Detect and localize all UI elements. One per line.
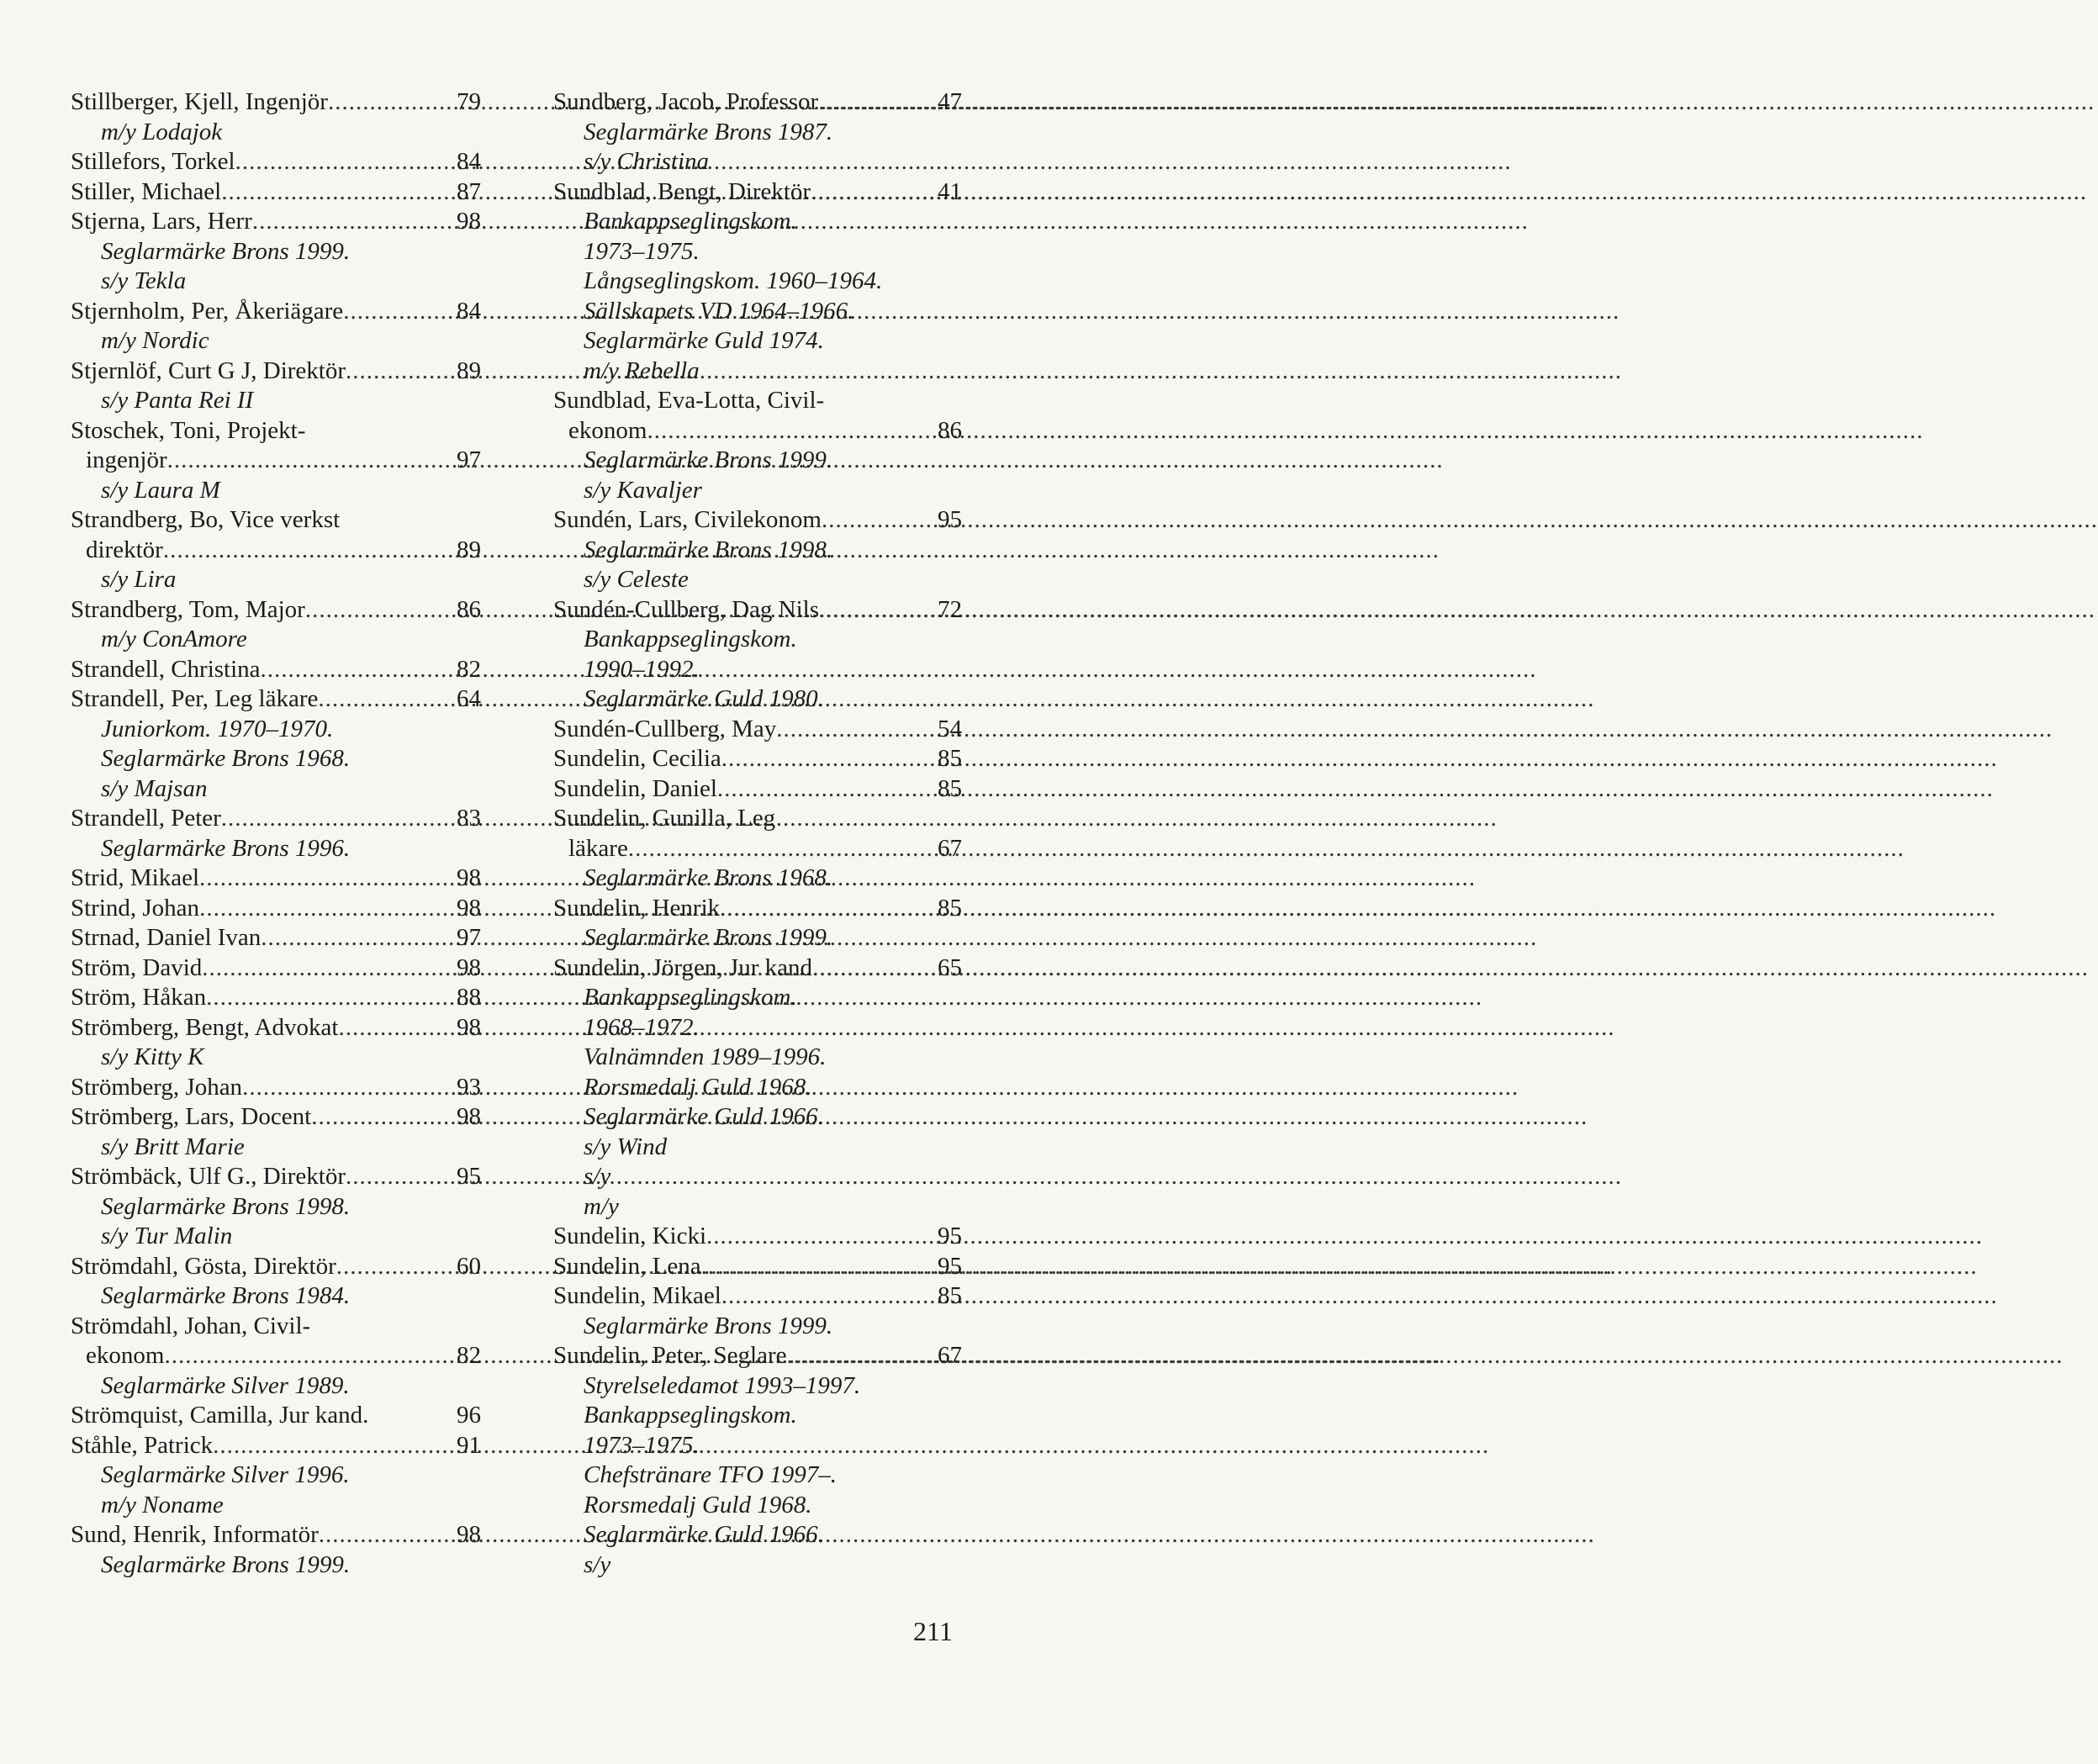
entry-page-number: 98: [457, 1521, 481, 1548]
entry-page-number: 82: [457, 1342, 481, 1369]
entry-page-number: 86: [457, 595, 481, 623]
dot-leader: [235, 147, 446, 177]
entry-note: Seglarmärke Brons 1998.: [584, 536, 833, 563]
entry-page-number: 98: [457, 1103, 481, 1130]
entry-name: Sundberg, Jacob, Professor: [553, 88, 819, 115]
entry-name: Strid, Mikael: [71, 864, 200, 891]
entry-note: m/y ConAmore: [101, 626, 247, 652]
entry-page-number: 41: [938, 177, 962, 205]
entry-name: Strömquist, Camilla, Jur kand.: [71, 1402, 369, 1429]
entry-name: Sundén, Lars, Civilekonom: [553, 506, 822, 533]
entry-name: Sundelin, Lena: [553, 1252, 701, 1280]
entry-note: Bankappseglingskom.: [584, 1402, 797, 1429]
entry-note: Seglarmärke Guld 1974.: [584, 327, 824, 354]
entry-note: Seglarmärke Brons 1999.: [584, 1312, 833, 1339]
dot-leader: [242, 1073, 446, 1103]
entry-note: s/y Panta Rei II: [101, 387, 254, 414]
entry-note: Rorsmedalj Guld 1968.: [584, 1491, 812, 1518]
index-entry: [71, 177, 481, 208]
entry-note: Bankappseglingskom.: [584, 984, 797, 1011]
entry-page-number: 98: [457, 894, 481, 922]
index-entry: [553, 774, 962, 805]
entry-name: Strandell, Per, Leg läkare: [71, 685, 319, 712]
dot-leader: [811, 177, 927, 208]
dot-leader: [721, 744, 927, 774]
dot-leader: [812, 953, 927, 984]
index-entry: [71, 207, 481, 237]
entry-note: Chefstränare TFO 1997–.: [584, 1461, 838, 1488]
dot-leader: [336, 1252, 446, 1282]
entry-page-number: 84: [457, 297, 481, 325]
index-entry: [553, 595, 962, 626]
index-entry: [71, 1162, 481, 1192]
entry-note: Seglarmärke Brons 1999.: [101, 1550, 351, 1578]
entry-note: Rorsmedalj Guld 1968.: [584, 1073, 812, 1101]
index-entry: [71, 1520, 481, 1550]
entry-page-number: 54: [938, 715, 962, 742]
index-entry: [71, 684, 481, 715]
index-entry: [553, 744, 962, 774]
index-entry: [553, 894, 962, 924]
entry-note: Seglarmärke Brons 1968.: [584, 864, 833, 891]
index-entry: [71, 1073, 481, 1103]
entry-note: s/y Celeste: [584, 566, 689, 593]
dot-leader: [199, 864, 446, 894]
entry-note: m/y Lodajok: [101, 118, 223, 145]
index-entry: [71, 655, 481, 685]
entry-name: Sundén-Cullberg, May: [553, 715, 777, 742]
page-number: 211: [913, 1616, 953, 1646]
entry-name: Strömbäck, Ulf G., Direktör: [71, 1163, 346, 1190]
index-entry: [553, 87, 962, 118]
entry-name: Strandberg, Tom, Major: [71, 595, 305, 623]
entry-note: Seglarmärke Guld 1966.: [584, 1521, 824, 1548]
entry-name: läkare: [568, 834, 628, 862]
entry-page-number: 95: [938, 1223, 962, 1249]
index-entry: [71, 356, 481, 387]
entry-page-number: 95: [457, 1163, 481, 1190]
dot-leader: [346, 1162, 446, 1192]
entry-note: s/y Kitty K: [101, 1043, 204, 1070]
entry-note: Seglarmärke Brons 1984.: [101, 1282, 351, 1309]
entry-note: s/y Christina: [584, 148, 710, 175]
dot-leader: [343, 297, 446, 327]
entry-name: Sundelin, Gunilla, Leg: [553, 805, 776, 832]
entry-note: 1973–1975.: [584, 1431, 700, 1459]
entry-page-number: 86: [938, 416, 962, 444]
entry-note: s/y Lira: [101, 566, 177, 593]
entry-name: Sundelin, Peter, Seglare: [553, 1342, 787, 1369]
entry-page-number: 60: [457, 1252, 481, 1280]
entry-continuation: [71, 1341, 481, 1371]
index-entry: [71, 804, 481, 834]
entry-note: Seglarmärke Silver 1989.: [101, 1371, 350, 1399]
entry-name: Sundén-Cullberg, Dag Nils: [553, 595, 820, 623]
entry-continuation: [553, 416, 962, 446]
dot-leader: [305, 595, 446, 626]
entry-note: s/y Wind: [584, 1133, 668, 1160]
entry-note: Seglarmärke Silver 1996.: [101, 1461, 350, 1488]
index-entry: [553, 177, 962, 208]
dot-leader: [252, 207, 446, 237]
entry-name: Strömberg, Lars, Docent: [71, 1103, 312, 1130]
entry-note: Seglarmärke Brons 1998.: [101, 1192, 351, 1220]
entry-name: Strömdahl, Gösta, Direktör: [71, 1252, 336, 1280]
entry-note: m/y Rebella: [584, 356, 700, 384]
index-entry: [71, 983, 481, 1013]
entry-name: Sundelin, Jörgen, Jur kand: [553, 953, 812, 981]
entry-note: Seglarmärke Guld 1980.: [584, 685, 824, 712]
entry-note: Långseglingskom. 1960–1964.: [584, 267, 883, 294]
index-column-right: [553, 87, 962, 1580]
index-entry: [71, 1431, 481, 1461]
index-entry: [553, 1252, 962, 1282]
entry-page-number: 64: [457, 685, 481, 712]
index-entry: [71, 1401, 481, 1431]
entry-name: Sund, Henrik, Informatör: [71, 1521, 319, 1548]
entry-name: Stillefors, Torkel: [71, 148, 235, 175]
entry-page-number: 89: [457, 536, 481, 563]
dot-leader: [338, 1013, 446, 1043]
entry-note: s/y: [584, 1550, 611, 1578]
index-entry: [71, 1102, 481, 1133]
index-entry: [71, 595, 481, 626]
entry-page-number: 67: [938, 1342, 962, 1369]
index-column-left: [71, 87, 481, 1580]
entry-page-number: 85: [938, 1282, 962, 1309]
entry-name: Strandberg, Bo, Vice verkst: [71, 506, 341, 533]
entry-page-number: 96: [457, 1402, 481, 1429]
dot-leader: [213, 1431, 446, 1461]
entry-note: s/y Tur Malin: [101, 1223, 233, 1249]
dot-leader: [164, 1341, 446, 1371]
entry-note: Styrelseledamot 1993–1997.: [584, 1371, 861, 1399]
dot-leader: [319, 1520, 446, 1550]
entry-note: s/y: [584, 1163, 611, 1190]
dot-leader: [202, 953, 446, 984]
entry-name: Ståhle, Patrick: [71, 1431, 214, 1459]
dot-leader: [199, 894, 446, 924]
entry-name: ekonom: [568, 416, 647, 444]
index-entry: [553, 715, 962, 745]
entry-note: s/y Laura M: [101, 476, 220, 504]
entry-page-number: 95: [938, 1252, 962, 1280]
dot-leader: [787, 1341, 927, 1371]
entry-note: 1968–1972.: [584, 1013, 700, 1041]
entry-name: Sundblad, Bengt, Direktör: [553, 177, 811, 205]
dot-leader: [261, 655, 446, 685]
index-entry: [71, 297, 481, 327]
entry-note: Seglarmärke Brons 1996.: [101, 834, 351, 862]
dot-leader: [206, 983, 446, 1013]
dot-leader: [346, 356, 446, 387]
entry-page-number: 87: [457, 177, 481, 205]
entry-note: Bankappseglingskom.: [584, 208, 797, 235]
entry-note: s/y Majsan: [101, 774, 208, 802]
dot-leader: [167, 446, 446, 476]
entry-name: Strömberg, Johan: [71, 1073, 243, 1101]
entry-name: Sundblad, Eva-Lotta, Civil-: [553, 387, 825, 414]
index-entry: [71, 894, 481, 924]
index-entry: [553, 1222, 962, 1252]
entry-page-number: 98: [457, 953, 481, 981]
entry-continuation: [71, 536, 481, 566]
index-entry: [71, 1013, 481, 1043]
index-entry: [553, 1341, 962, 1371]
entry-name: Sundelin, Kicki: [553, 1223, 707, 1249]
entry-page-number: 85: [938, 745, 962, 772]
dot-leader: [311, 1102, 446, 1133]
index-entry: [71, 953, 481, 984]
entry-note: Seglarmärke Guld 1966.: [584, 1103, 824, 1130]
entry-name: Strandell, Peter: [71, 805, 221, 832]
entry-name: Sundelin, Mikael: [553, 1282, 721, 1309]
entry-note: Valnämnden 1989–1996.: [584, 1043, 827, 1070]
entry-note: Sällskapets VD 1964–1966.: [584, 297, 854, 325]
dot-leader: [818, 87, 927, 118]
entry-note: m/y Nordic: [101, 327, 209, 354]
entry-name: Strind, Johan: [71, 894, 200, 922]
entry-name: Stjernholm, Per, Åkeriägare: [71, 297, 344, 325]
dot-leader: [221, 804, 446, 834]
dot-leader: [221, 177, 446, 208]
entry-note: 1973–1975.: [584, 237, 700, 265]
entry-note: Seglarmärke Brons 1999.: [584, 924, 833, 951]
entry-name: Stoschek, Toni, Projekt-: [71, 416, 306, 444]
dot-leader: [721, 1281, 927, 1312]
dot-leader: [163, 536, 446, 566]
entry-page-number: 84: [457, 148, 481, 175]
entry-note: s/y Britt Marie: [101, 1133, 245, 1160]
entry-page-number: 89: [457, 356, 481, 384]
dot-leader: [647, 416, 927, 446]
entry-page-number: 88: [457, 984, 481, 1011]
entry-note: Seglarmärke Brons 1999.: [584, 446, 833, 473]
index-entry: [553, 1281, 962, 1312]
dot-leader: [720, 894, 927, 924]
entry-page-number: 79: [457, 88, 481, 115]
entry-name: Strömdahl, Johan, Civil-: [71, 1312, 311, 1339]
dot-leader: [628, 834, 927, 864]
dot-leader: [701, 1252, 927, 1282]
index-entry: [71, 1252, 481, 1282]
entry-note: m/y: [584, 1192, 619, 1220]
dot-leader: [717, 774, 927, 805]
entry-name: Ström, David: [71, 953, 203, 981]
entry-page-number: 95: [938, 506, 962, 533]
entry-name: ekonom: [86, 1342, 165, 1369]
entry-page-number: 98: [457, 1013, 481, 1041]
entry-page-number: 91: [457, 1431, 481, 1459]
entry-page-number: 85: [938, 774, 962, 802]
index-entry: [71, 147, 481, 177]
dot-leader: [706, 1222, 927, 1252]
dot-leader: [261, 923, 446, 953]
entry-name: Strömberg, Bengt, Advokat: [71, 1013, 339, 1041]
entry-continuation: [553, 834, 962, 864]
entry-note: s/y Tekla: [101, 267, 187, 294]
index-entry: [553, 953, 962, 984]
index-entry: [71, 864, 481, 894]
entry-name: Strandell, Christina: [71, 655, 261, 683]
entry-note: s/y Kavaljer: [584, 476, 702, 504]
entry-name: Sundelin, Henrik: [553, 894, 721, 922]
entry-page-number: 47: [938, 88, 962, 115]
entry-page-number: 98: [457, 208, 481, 235]
entry-name: Stillberger, Kjell, Ingenjör: [71, 88, 328, 115]
entry-name: direktör: [86, 536, 163, 563]
entry-name: Stjernlöf, Curt G J, Direktör: [71, 356, 346, 384]
entry-note: Seglarmärke Brons 1968.: [101, 745, 351, 772]
index-entry: [553, 505, 962, 536]
entry-page-number: 65: [938, 953, 962, 981]
entry-note: Bankappseglingskom.: [584, 626, 797, 652]
entry-name: Strnad, Daniel Ivan: [71, 924, 262, 951]
entry-page-number: 82: [457, 655, 481, 683]
entry-page-number: 85: [938, 894, 962, 922]
entry-page-number: 97: [457, 446, 481, 473]
entry-name: Ström, Håkan: [71, 984, 207, 1011]
index-entry: [71, 87, 481, 118]
entry-page-number: 72: [938, 595, 962, 623]
entry-note: Seglarmärke Brons 1999.: [101, 237, 351, 265]
entry-page-number: 83: [457, 805, 481, 832]
dot-leader: [822, 505, 927, 536]
entry-name: Sundelin, Daniel: [553, 774, 717, 802]
entry-page-number: 97: [457, 924, 481, 951]
entry-name: Stjerna, Lars, Herr: [71, 208, 252, 235]
entry-page-number: 98: [457, 864, 481, 891]
entry-name: ingenjör: [86, 446, 167, 473]
entry-page-number: 67: [938, 834, 962, 862]
entry-note: Seglarmärke Brons 1987.: [584, 118, 833, 145]
entry-name: Stiller, Michael: [71, 177, 222, 205]
entry-note: Juniorkom. 1970–1970.: [101, 715, 334, 742]
dot-leader: [819, 595, 927, 626]
entry-page-number: 93: [457, 1073, 481, 1101]
dot-leader: [328, 87, 446, 118]
entry-note: m/y Noname: [101, 1491, 224, 1518]
dot-leader: [318, 684, 446, 715]
entry-continuation: [71, 446, 481, 476]
entry-note: 1990–1992.: [584, 655, 700, 683]
entry-name: Sundelin, Cecilia: [553, 745, 721, 772]
dot-leader: [776, 715, 927, 745]
index-entry: [71, 923, 481, 953]
